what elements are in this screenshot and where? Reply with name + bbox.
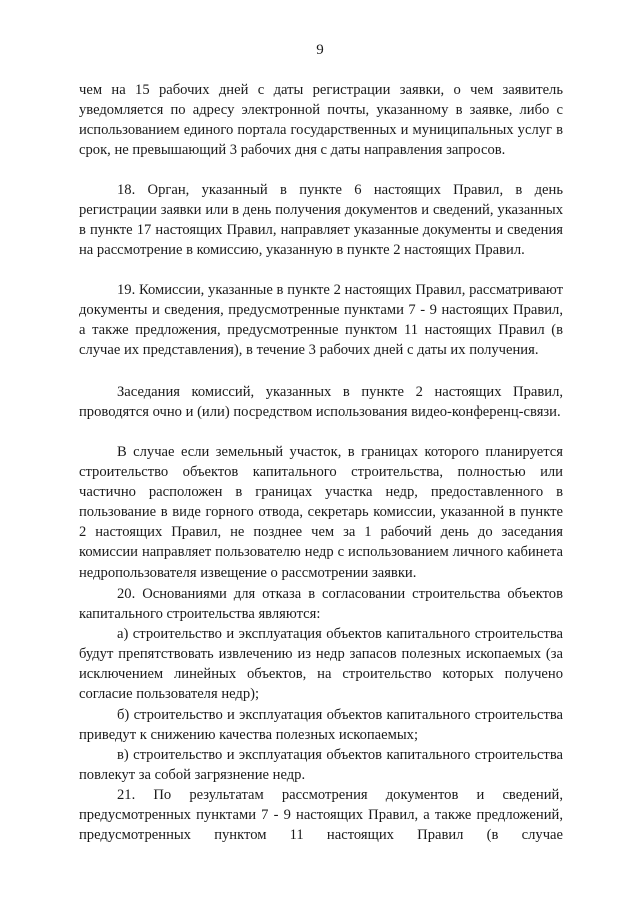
paragraph-item-19-mining: В случае если земельный участок, в границах которого планируется строительство объектов капитального строительства, полностью или частично расположен в границах участка недр, предоставленного в пользование в виде горного отвода, секретарь комиссии, указанной в пункте 2 настоящих Правил, не позднее чем за 1 рабочий день до заседания комиссии направляет пользователю недр с использованием личного кабинета недропользователя извещение о рассмотрении заявки.	[79, 444, 563, 581]
paragraph-item-19-meetings: Заседания комиссий, указанных в пункте 2 настоящих Правил, проводятся очно и (или) посредством использования видео-конференц-связи.	[79, 384, 563, 421]
paragraph-item-18: 18. Орган, указанный в пункте 6 настоящих Правил, в день регистрации заявки или в день получения документов и сведений, указанных в пункте 17 настоящих Правил, направляет указанные документы и сведения на рассмотрение в комиссию, указанную в пункте 2 настоящих Правил.	[79, 182, 563, 259]
paragraph-continuation: чем на 15 рабочих дней с даты регистрации заявки, о чем заявитель уведомляется по адресу электронной почты, указанному в заявке, либо с использованием единого портала государственных и муниципальных услуг в срок, не превышающий 3 рабочих дня с даты направления запросов.	[79, 82, 563, 159]
paragraph-item-19: 19. Комиссии, указанные в пункте 2 настоящих Правил, рассматривают документы и сведения, предусмотренные пунктами 7 - 9 настоящих Правил, а также предложения, предусмотренные пунктом 11 настоящих Правил (в случае их представления), в течение 3 рабочих дней с даты их получения.	[79, 282, 563, 359]
paragraph-item-20-c: в) строительство и эксплуатация объектов капитального строительства повлекут за собой загрязнение недр.	[79, 747, 563, 784]
paragraph-item-21: 21. По результатам рассмотрения документов и сведений, предусмотренных пунктами 7 - 9 настоящих Правил, а также предложений, предусмотренных пунктом 11 настоящих Правил (в случае	[79, 787, 563, 844]
page-number: 9	[316, 42, 324, 58]
paragraph-item-20: 20. Основаниями для отказа в согласовании строительства объектов капитального строительства являются:	[79, 586, 563, 623]
paragraph-item-20-b: б) строительство и эксплуатация объектов капитального строительства приведут к снижению качества полезных ископаемых;	[79, 707, 563, 744]
paragraph-item-20-a: а) строительство и эксплуатация объектов капитального строительства будут препятствовать извлечению из недр запасов полезных ископаемых (за исключением линейных объектов, на строительство которых получено согласие пользователя недр);	[79, 626, 563, 703]
